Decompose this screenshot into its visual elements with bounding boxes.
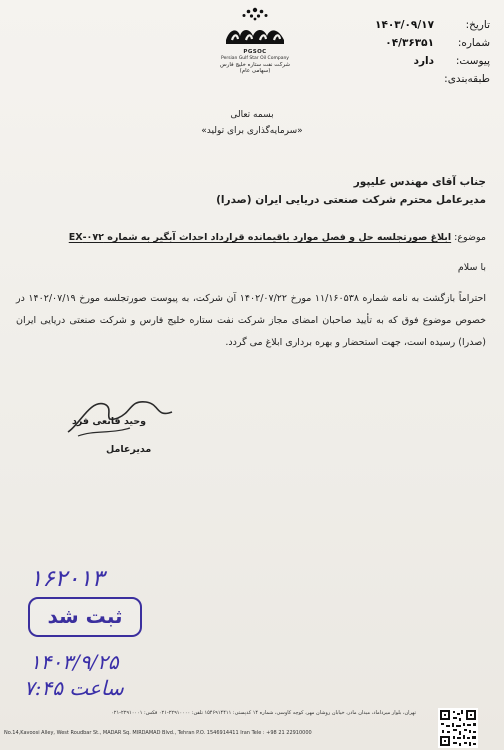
slogan: «سرمایه‌گذاری برای تولید» <box>201 126 303 136</box>
logo-persian-name: شرکت نفت ستاره خلیج فارس (سهامی عام) <box>220 62 290 74</box>
pgsoc-logo-icon <box>220 6 290 48</box>
logo-english-name: Persian Gulf Star Oil Company <box>221 56 289 61</box>
qr-code-icon <box>424 706 500 750</box>
footer-address-en: No.14,Kavoosi Alley, West Roudbar St., MADAR Sq. MIRDAMAD Blvd., Tehran P.O. 1546914411 Iran Tele : +98 21 22910000 <box>4 730 312 736</box>
recipient-title: مدیرعامل محترم شرکت صنعتی دریایی ایران (صدرا) <box>216 194 486 206</box>
number-value: ۰۴/۳۶۳۵۱ <box>385 37 434 49</box>
classification-row <box>385 70 490 88</box>
number-row <box>385 34 490 52</box>
subject-label: موضوع: <box>454 232 486 243</box>
letter-footer <box>0 706 504 750</box>
signatory-name: وحید قانعی فرد <box>72 416 147 427</box>
letter-body: احتراماً بازگشت به نامه شماره ۱۱/۱۶۰۵۳۸ مورخ ۱۴۰۲/۰۷/۲۲ آن شرکت، به پیوست صورتجلسه مورخ ۱۴۰۲/۰۷/۱۹ در خصوص موضوع فوق که به تأیید صاحبان امضای مجاز شرکت نفت ستاره خلیج فارس و شرکت صنعتی دریایی ایران (صدرا) رسیده است، جهت استحضار و بهره برداری ابلاغ می گردد. <box>16 293 486 348</box>
classification-label: طبقه‌بندی: <box>444 73 490 85</box>
footer-address-fa: تهران، بلوار میرداماد، میدان مادر، خیابان روشان مهر، کوچه کاوسی، شماره ۱۴ کدپستی: ۱۵۴۶۹۱۴۴۱۱ تلفن: ۲۲۹۱۰۰۰۰-۰۲۱ فکس: ۲۲۹۱۰۰۰۱-۰۲۱ <box>111 710 416 716</box>
logo-abbreviation: PGSOC <box>243 49 267 55</box>
recipient-name: جناب آقای مهندس علیپور <box>353 176 486 188</box>
greeting: با سلام <box>457 262 486 273</box>
handwritten-time: ساعت ۷:۴۵ <box>24 676 124 700</box>
signature-block <box>60 394 180 464</box>
subject-line <box>16 232 486 243</box>
signatory-title: مدیرعامل <box>106 444 152 455</box>
letter-metadata <box>375 16 490 88</box>
attachment-label: پیوست: <box>455 55 490 67</box>
company-logo <box>210 6 300 76</box>
attachment-value: دارد <box>413 55 434 67</box>
date-value: ۱۴۰۳/۰۹/۱۷ <box>375 19 434 31</box>
bismillah: بسمه تعالی <box>230 110 274 120</box>
registered-stamp: ثبت شد <box>28 597 142 637</box>
date-label: تاریخ: <box>465 19 490 31</box>
subject-text: ابلاغ صورتجلسه حل و فصل موارد باقیمانده قرارداد احداث آبگیر به شماره ۰۷۲-EX <box>68 232 452 243</box>
attachment-row <box>385 52 490 70</box>
date-row <box>375 16 490 34</box>
handwritten-registration-number: ۱۶۲۰۱۳ <box>30 566 105 592</box>
number-label: شماره: <box>457 37 490 49</box>
handwritten-date: ۱۴۰۳/۹/۲۵ <box>30 650 119 674</box>
